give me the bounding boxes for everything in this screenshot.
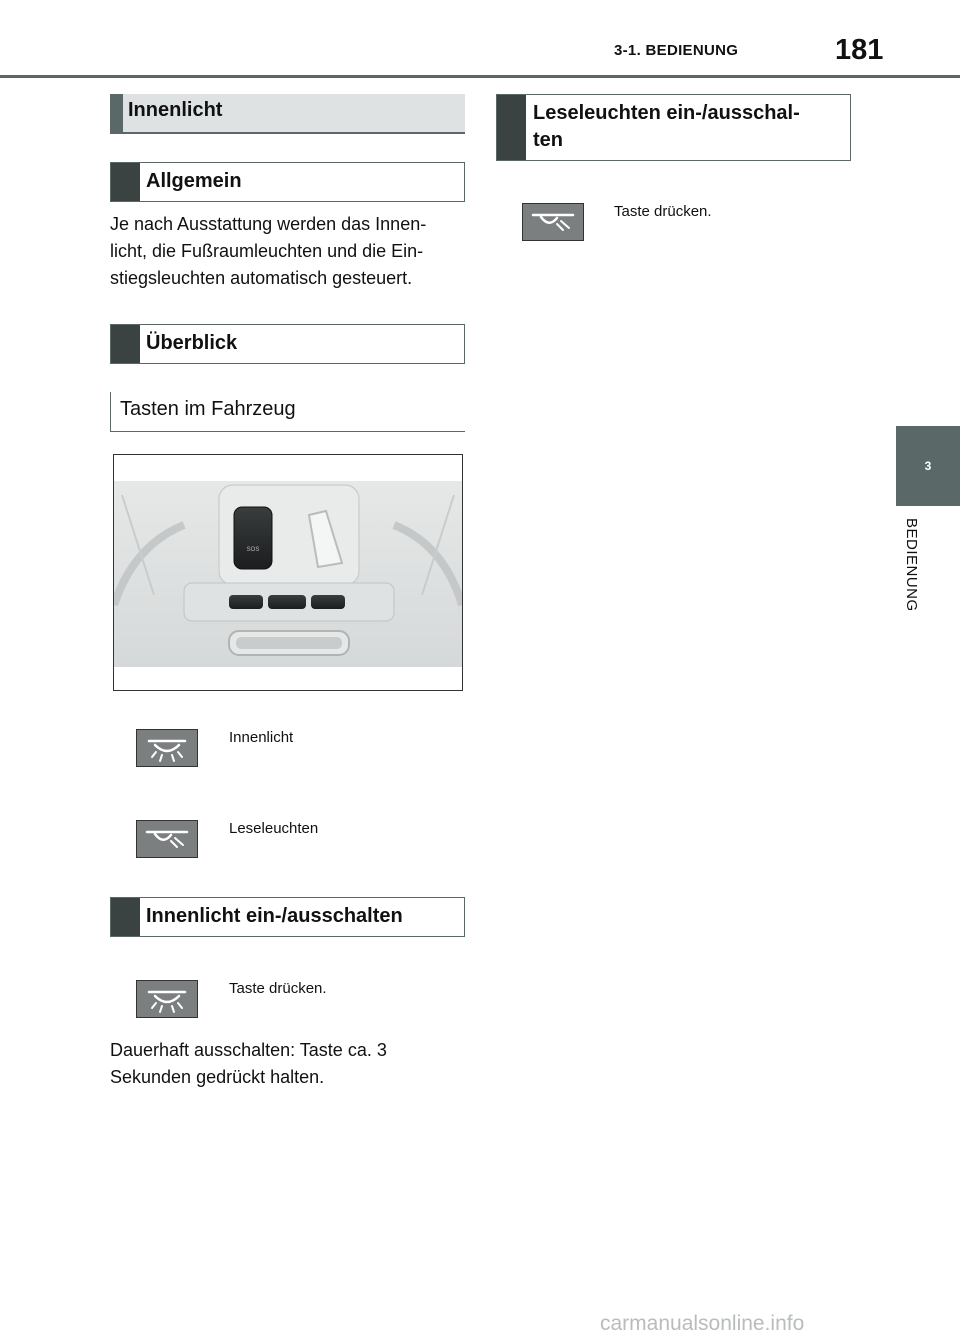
heading-allgemein-text: Allgemein <box>146 170 242 192</box>
heading-bar <box>497 95 526 160</box>
heading-bar <box>111 898 140 936</box>
text-line: Je nach Ausstattung werden das Innen- <box>110 214 427 234</box>
legend-label-leseleuchten: Leseleuchten <box>229 820 319 837</box>
heading-bar <box>110 94 123 132</box>
heading-bar <box>111 163 140 201</box>
switch-note-paragraph <box>110 1037 470 1091</box>
text-line: stiegsleuchten automatisch gesteuert. <box>110 268 413 288</box>
heading-innenlicht-text: Innenlicht <box>128 99 223 121</box>
heading-ueberblick-text: Überblick <box>146 332 238 354</box>
reading-light-icon <box>522 203 584 241</box>
reading-step-text: Taste drücken. <box>614 203 712 220</box>
heading-leseleuchten-switch-text <box>533 100 838 154</box>
heading-innenlicht-switch-text: Innenlicht ein-/ausschalten <box>146 905 403 927</box>
text-line: Dauerhaft ausschalten: Taste ca. 3 <box>110 1040 387 1060</box>
overhead-console-figure <box>113 454 463 691</box>
chapter-tab <box>896 426 960 506</box>
chapter-tab-label: BEDIENUNG <box>903 518 920 612</box>
heading-ueberblick <box>110 324 465 364</box>
header-rule <box>0 75 960 78</box>
running-header-section: 3-1. BEDIENUNG <box>614 42 739 59</box>
heading-allgemein <box>110 162 465 202</box>
reading-light-icon <box>136 820 198 858</box>
heading-line: Leseleuchten ein-/ausschal- <box>533 102 800 124</box>
svg-text:SOS: SOS <box>246 547 260 553</box>
heading-tasten <box>110 392 465 432</box>
page-number: 181 <box>835 34 884 66</box>
heading-tasten-text: Tasten im Fahrzeug <box>120 398 296 420</box>
interior-light-icon <box>136 729 198 767</box>
overhead-console-illustration <box>114 455 462 690</box>
text-line: licht, die Fußraumleuchten und die Ein- <box>110 241 424 261</box>
text-line: Sekunden gedrückt halten. <box>110 1067 325 1087</box>
heading-leseleuchten-switch <box>496 94 851 161</box>
legend-label-innenlicht: Innenlicht <box>229 729 294 746</box>
watermark: carmanualsonline.info <box>600 1312 805 1335</box>
heading-innenlicht-switch <box>110 897 465 937</box>
switch-step-text: Taste drücken. <box>229 980 327 997</box>
chapter-number: 3 <box>924 459 932 473</box>
interior-light-icon <box>136 980 198 1018</box>
heading-line: ten <box>533 129 563 151</box>
heading-innenlicht <box>110 94 465 134</box>
heading-bar <box>111 325 140 363</box>
allgemein-paragraph <box>110 211 470 292</box>
